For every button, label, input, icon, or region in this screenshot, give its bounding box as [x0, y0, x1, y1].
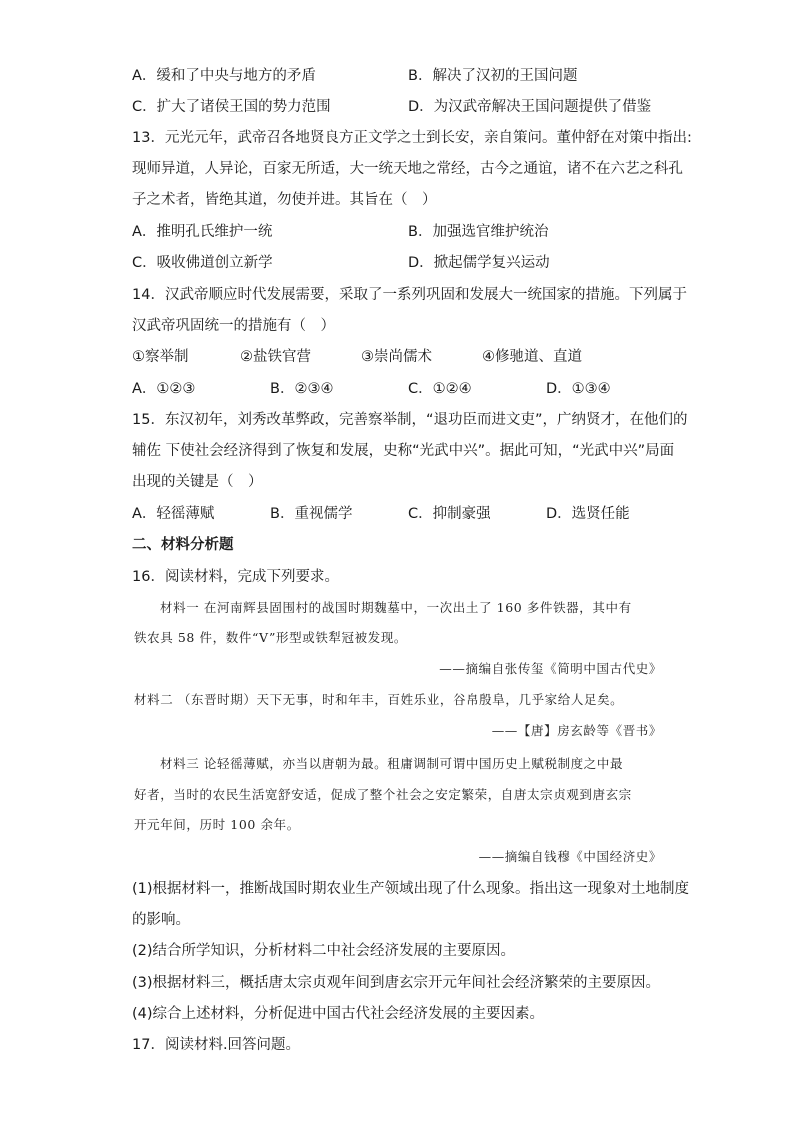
q13-option-d: D．掀起儒学复兴运动 [408, 255, 550, 271]
q14-item-1: ①察举制 [132, 349, 189, 365]
q14-stem-line-1: 14．汉武帝顺应时代发展需要，采取了一系列巩固和发展大一统国家的措施。下列属于 [132, 287, 687, 303]
q16-requirement-1-line-1: (1)根据材料一，推断战国时期农业生产领域出现了什么现象。指出这一现象对土地制度 [132, 881, 690, 897]
q12-option-c: C．扩大了诸侯王国的势力范围 [132, 99, 331, 115]
q16-requirement-1-line-2: 的影响。 [132, 912, 190, 928]
q15-option-b: B．重视儒学 [270, 506, 353, 522]
material-1-line-2: 铁农具 58 件，数件“V”形型或铁犁冠被发现。 [134, 630, 408, 645]
q13-stem-line-1: 13．元光元年，武帝召各地贤良方正文学之士到长安，亲自策问。董仲舒在对策中指出: [132, 130, 692, 146]
material-1-source: ——摘编自张传玺《简明中国古代史》 [439, 661, 662, 676]
q15-stem-line-2: 辅佐 下使社会经济得到了恢复和发展，史称“光武中兴”。据此可知，“光武中兴”局面 [132, 443, 675, 459]
q14-option-d: D．①③④ [546, 381, 611, 397]
material-3-line-3: 开元年间，历时 100 余年。 [134, 817, 300, 832]
material-3-line-1: 材料三 论轻徭薄赋，亦当以唐朝为最。租庸调制可谓中国历史上赋税制度之中最 [160, 756, 624, 771]
q14-stem-line-2: 汉武帝巩固统一的措施有（ ） [132, 318, 335, 334]
section-heading: 二、材料分析题 [132, 537, 234, 553]
q16-requirement-2: (2)结合所学知识，分析材料二中社会经济发展的主要原因。 [132, 943, 516, 959]
q16-intro: 16．阅读材料，完成下列要求。 [132, 569, 339, 585]
material-3-source: ——摘编自钱穆《中国经济史》 [478, 849, 662, 864]
q16-requirement-4: (4)综合上述材料，分析促进中国古代社会经济发展的主要因素。 [132, 1006, 545, 1022]
q14-item-3: ③崇尚儒术 [361, 349, 432, 365]
q15-stem-line-3: 出现的关键是（ ） [132, 474, 263, 490]
material-3-line-2: 好者，当时的农民生活宽舒安适，促成了整个社会之安定繁荣，自唐太宗贞观到唐玄宗 [134, 787, 632, 802]
q12-option-d: D．为汉武帝解决王国问题提供了借鉴 [408, 99, 652, 115]
q13-stem-line-2: 现师异道，人异论，百家无所适，大一统天地之常经，古今之通谊，诸不在六艺之科孔 [132, 161, 683, 177]
q13-stem-line-3: 子之术者，皆绝其道，勿使并进。其旨在（ ） [132, 192, 437, 208]
material-2-line-1: 材料二 （东晋时期）天下无事，时和年丰，百姓乐业，谷帛殷阜，几乎家给人足矣。 [134, 692, 624, 707]
q14-item-4: ④修驰道、直道 [482, 349, 582, 365]
q13-option-b: B．加强选官维护统治 [408, 224, 549, 240]
q15-option-c: C．抑制豪强 [408, 506, 491, 522]
q12-option-a: A．缓和了中央与地方的矛盾 [132, 68, 316, 84]
q14-item-2: ②盐铁官营 [240, 349, 311, 365]
material-1-line-1: 材料一 在河南辉县固围村的战国时期魏墓中，一次出土了 160 多件铁器，其中有 [160, 600, 632, 615]
q15-option-a: A．轻徭薄赋 [132, 506, 215, 522]
material-2-source: ——【唐】房玄龄等《晋书》 [491, 723, 662, 738]
q13-option-c: C．吸收佛道创立新学 [132, 255, 273, 271]
q16-requirement-3: (3)根据材料三，概括唐太宗贞观年间到唐玄宗开元年间社会经济繁荣的主要原因。 [132, 975, 661, 991]
q14-option-c: C．①②④ [408, 381, 472, 397]
q12-option-b: B．解决了汉初的王国问题 [408, 68, 578, 84]
q13-option-a: A．推明孔氏维护一统 [132, 224, 273, 240]
q15-option-d: D．选贤任能 [546, 506, 630, 522]
q14-option-b: B．②③④ [270, 381, 334, 397]
q14-option-a: A．①②③ [132, 381, 196, 397]
q15-stem-line-1: 15．东汉初年，刘秀改革弊政，完善察举制，“退功臣而进文吏”，广纳贤才，在他们的 [132, 412, 688, 428]
q17-intro: 17．阅读材料.回答问题。 [132, 1037, 301, 1053]
